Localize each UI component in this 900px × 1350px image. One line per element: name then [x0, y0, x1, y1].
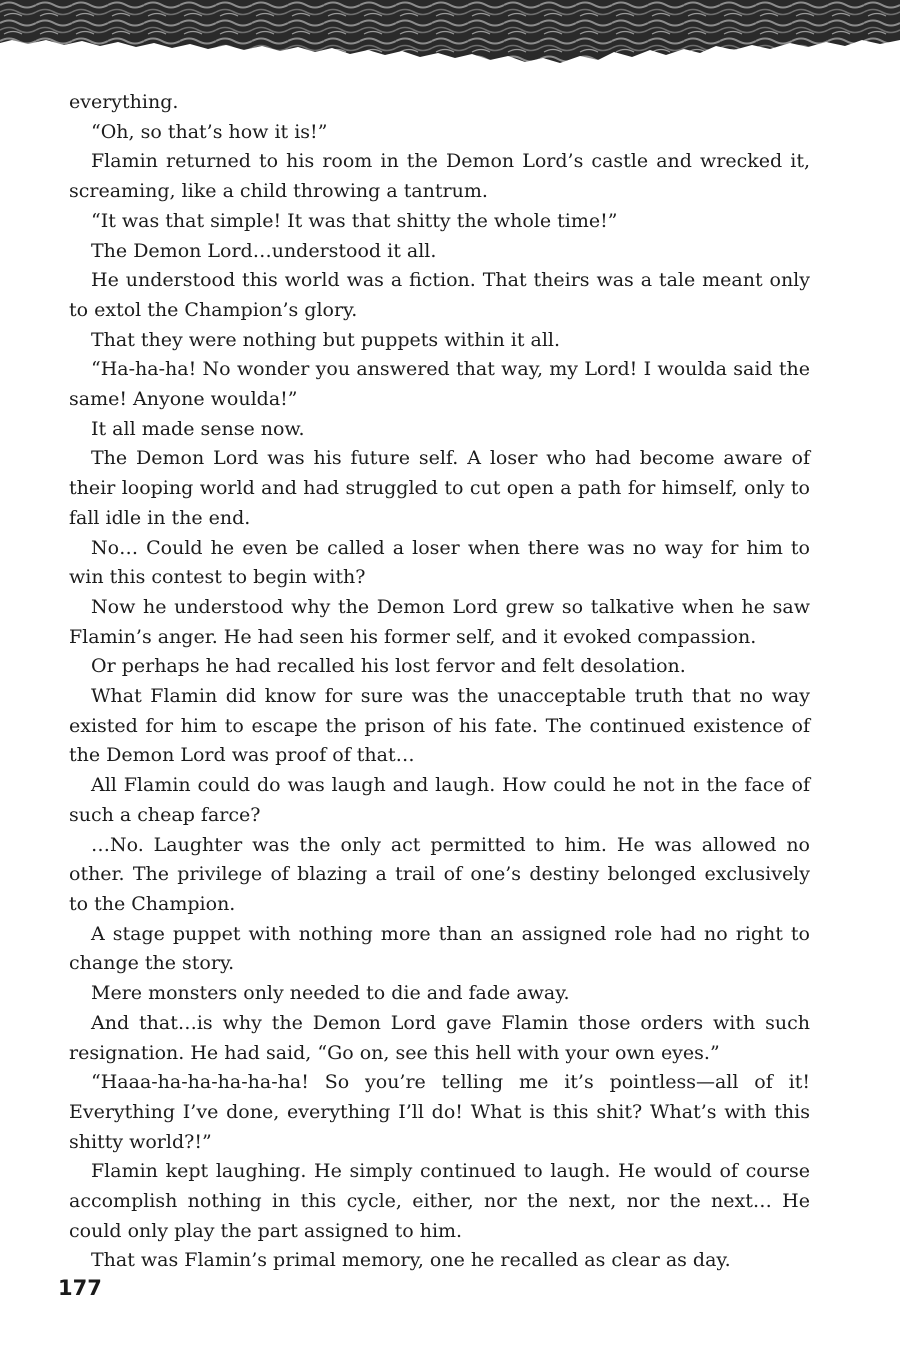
paragraph: everything. — [69, 91, 179, 113]
torn-paper-header — [0, 0, 900, 80]
paragraph: Or perhaps he had recalled his lost fervor and felt desolation. — [91, 655, 686, 678]
paragraph: …No. Laughter was the only act permitted to him. He was allowed no other. The privilege of blazing a trail of one’s destiny belonged exclusively to the Champion. — [69, 833, 810, 915]
paragraph: The Demon Lord was his future self. A loser who had become aware of their looping world and had struggled to cut open a path for himself, only to fall idle in the end. — [69, 447, 810, 529]
paragraph: What Flamin did know for sure was the unacceptable truth that no way existed for him to escape the prison of his fate. The continued existence of the Demon Lord was proof of that… — [69, 685, 810, 767]
paragraph: Flamin kept laughing. He simply continued to laugh. He would of course accomplish nothing in this cycle, either, nor the next, nor the next… He could only play the part assigned to him. — [69, 1160, 810, 1242]
page-number: 177 — [58, 1276, 102, 1300]
paragraph: “Ha-ha-ha! No wonder you answered that way, my Lord! I woulda said the same! Anyone woulda!” — [69, 358, 810, 411]
paragraph: No… Could he even be called a loser when there was no way for him to win this contest to begin with? — [69, 536, 810, 589]
paragraph: That was Flamin’s primal memory, one he recalled as clear as day. — [91, 1249, 731, 1272]
paragraph: “Oh, so that’s how it is!” — [91, 120, 328, 143]
paragraph: The Demon Lord…understood it all. — [91, 239, 437, 262]
torn-edge-shape — [0, 0, 900, 63]
paragraph: A stage puppet with nothing more than an assigned role had no right to change the story. — [69, 922, 810, 975]
paragraph: And that…is why the Demon Lord gave Flamin those orders with such resignation. He had said, “Go on, see this hell with your own eyes.” — [69, 1011, 810, 1064]
paragraph: He understood this world was a fiction. That theirs was a tale meant only to extol the Champion’s glory. — [69, 269, 810, 321]
paragraph: Now he understood why the Demon Lord grew so talkative when he saw Flamin’s anger. He had seen his former self, and it evoked compassion. — [69, 595, 810, 648]
paragraph: Mere monsters only needed to die and fade away. — [91, 982, 570, 1005]
paragraph: “Haaa-ha-ha-ha-ha-ha! So you’re telling me it’s pointless—all of it! Everything I’ve done, everything I’ll do! What is this shit? What’s with this shitty world?!” — [69, 1071, 810, 1153]
paragraph: That they were nothing but puppets within it all. — [91, 328, 561, 351]
paragraph: Flamin returned to his room in the Demon Lord’s castle and wrecked it, screaming, like a child throwing a tantrum. — [69, 150, 810, 203]
chapter-text — [69, 88, 810, 1276]
paragraph: It all made sense now. — [91, 417, 305, 440]
paragraph: All Flamin could do was laugh and laugh. How could he not in the face of such a cheap farce? — [69, 774, 810, 826]
paragraph: “It was that simple! It was that shitty the whole time!” — [91, 209, 618, 232]
